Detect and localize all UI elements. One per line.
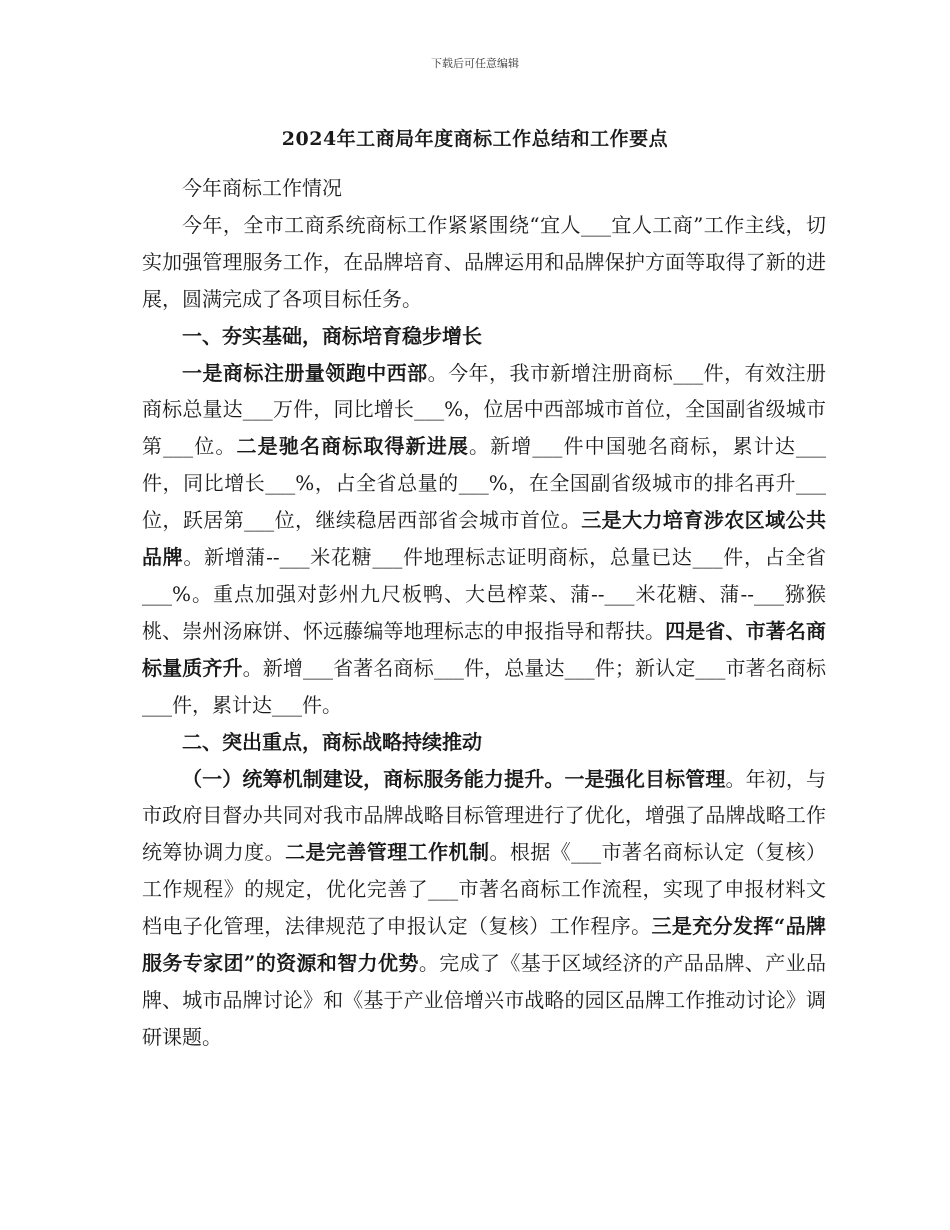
- text-run: 。新增___件中国驰名商标，累计达___件，同比增长___%，占全省总量的___%，在全国副省级城市的排名再升___位，跃居第___位，继续稳居西部省会城市首位。: [142, 434, 827, 533]
- text-run: 二、突出重点，商标战略持续推动: [182, 729, 482, 754]
- paragraph-intro: [142, 207, 826, 318]
- text-run: 。今年，我市新增注册商标___件，有效注册商标总量达___万件，同比增长___%，位居中西部城市首位，全国副省级城市第___位。: [142, 360, 827, 459]
- paragraph-section-1-body: [142, 355, 826, 724]
- text-run: 。年初，与市政府目督办共同对我市品牌战略目标管理进行了优化，增强了品牌战略工作统筹协调力度。: [142, 766, 827, 865]
- section-heading-1: [142, 318, 826, 355]
- text-run-bold: 四是省、市著名商标量质齐升: [142, 618, 827, 680]
- paragraph-current-situation: [142, 170, 826, 207]
- text-run: 。新增蒲--___米花糖___件地理标志证明商标，总量已达___件，占全省___%。重点加强对彭州九尺板鸭、大邑榨菜、蒲--___米花糖、蒲--___猕猴桃、崇州汤麻饼、怀远藤编等地理标志的申报指导和帮扶。: [142, 545, 827, 643]
- text-run-bold: （一）统筹机制建设，商标服务能力提升。一是强化目标管理: [182, 766, 726, 791]
- text-run: 今年商标工作情况: [182, 176, 342, 200]
- section-heading-2: [142, 724, 826, 761]
- document-title: 2024年工商局年度商标工作总结和工作要点: [281, 128, 669, 150]
- text-run: 今年，全市工商系统商标工作紧紧围绕“宜人___宜人工商”工作主线，切实加强管理服务工作，在品牌培育、品牌运用和品牌保护方面等取得了新的进展，圆满完成了各项目标任务。: [142, 212, 826, 311]
- text-run-bold: 二是完善管理工作机制: [285, 840, 490, 865]
- text-run-bold: 二是驰名商标取得新进展: [236, 434, 470, 459]
- text-run: 。新增___省著名商标___件，总量达___件；新认定___市著名商标___件，累计达___件。: [142, 655, 827, 717]
- header-note: 下载后可任意编辑: [431, 57, 519, 70]
- document-body: [142, 170, 826, 1056]
- text-run: 。完成了《基于区域经济的产品品牌、产业品牌、城市品牌讨论》和《基于产业倍增兴市战略的园区品牌工作推动讨论》调研课题。: [142, 951, 827, 1049]
- text-run-bold: 三是充分发挥“品牌服务专家团”的资源和智力优势: [142, 914, 826, 976]
- paragraph-section-2-body: [142, 761, 826, 1056]
- text-run-bold: 一是商标注册量领跑中西部: [182, 360, 428, 385]
- text-run: 一、夯实基础，商标培育稳步增长: [182, 323, 482, 348]
- text-run: 。根据《___市著名商标认定（复核）工作规程》的规定，优化完善了___市著名商标工作流程，实现了申报材料文档电子化管理，法律规范了申报认定（复核）工作程序。: [142, 840, 826, 939]
- text-run-bold: 三是大力培育涉农区域公共品牌: [142, 508, 826, 570]
